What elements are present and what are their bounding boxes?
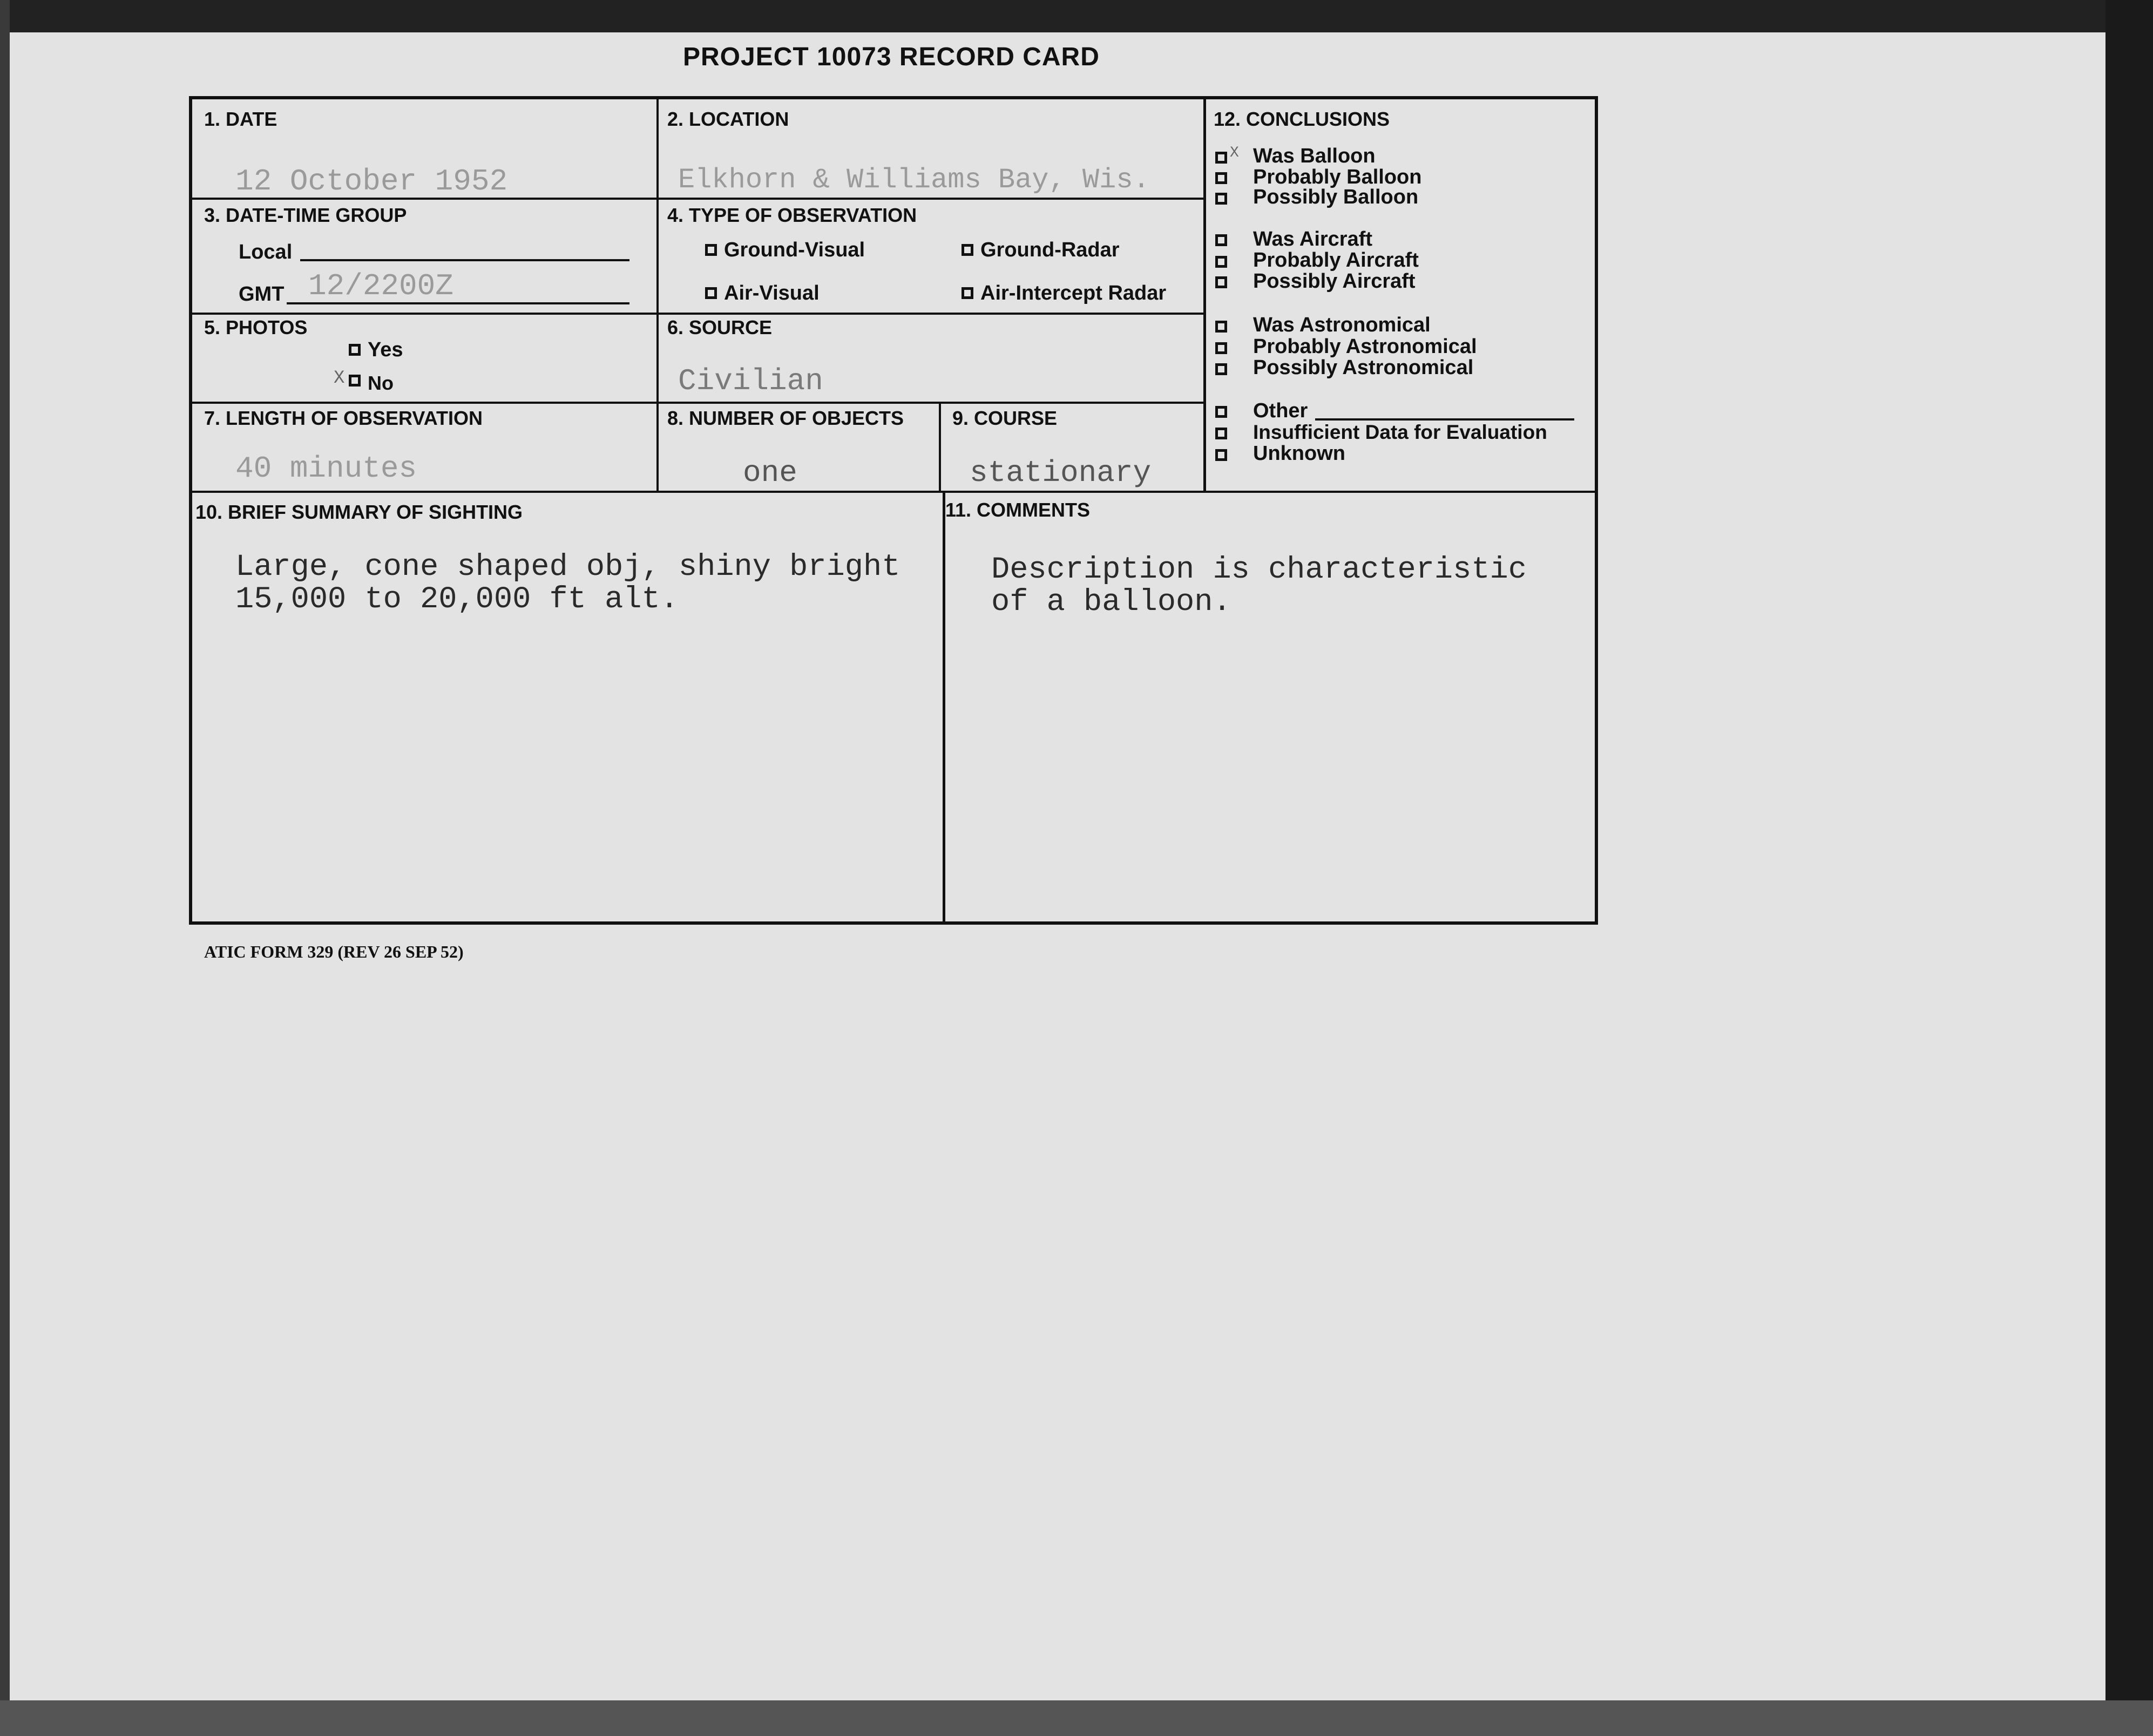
conclusion-other: Other <box>1253 399 1308 422</box>
scan-frame-top <box>0 0 2153 32</box>
conclusion-insufficient-data: Insufficient Data for Evaluation <box>1253 421 1547 443</box>
other-checkbox[interactable] <box>1215 406 1227 418</box>
ground-visual-checkbox[interactable] <box>705 244 717 256</box>
location-label: 2. LOCATION <box>667 108 789 130</box>
row-divider-4 <box>192 491 1596 493</box>
possibly-astronomical-checkbox[interactable] <box>1215 363 1227 375</box>
row-divider-3 <box>192 402 1204 404</box>
number-of-objects-label: 8. NUMBER OF OBJECTS <box>667 407 904 429</box>
unknown-checkbox[interactable] <box>1215 449 1227 461</box>
scan-frame-right <box>2105 0 2153 1736</box>
possibly-aircraft-checkbox[interactable] <box>1215 276 1227 288</box>
date-value: 12 October 1952 <box>235 164 508 199</box>
scan-frame-left <box>0 0 10 1736</box>
location-value: Elkhorn & Williams Bay, Wis. <box>678 164 1150 196</box>
photos-yes-label: Yes <box>368 338 403 361</box>
col-divider-b <box>939 402 941 491</box>
was-aircraft-checkbox[interactable] <box>1215 234 1227 246</box>
comments-label: 11. COMMENTS <box>945 499 1091 521</box>
comments-line-2: of a balloon. <box>991 585 1231 620</box>
col-divider-d <box>943 491 945 923</box>
conclusion-possibly-balloon: Possibly Balloon <box>1253 186 1419 208</box>
source-value: Civilian <box>678 364 823 398</box>
conclusion-probably-astronomical: Probably Astronomical <box>1253 335 1477 358</box>
row-divider-2 <box>192 313 1204 315</box>
brief-summary-label: 10. BRIEF SUMMARY OF SIGHTING <box>195 501 523 523</box>
source-label: 6. SOURCE <box>667 316 773 338</box>
air-intercept-radar-label: Air-Intercept Radar <box>980 282 1167 304</box>
course-value: stationary <box>970 456 1152 490</box>
gmt-value: 12/2200Z <box>308 269 453 303</box>
air-intercept-radar-checkbox[interactable] <box>962 287 973 299</box>
insufficient-data-checkbox[interactable] <box>1215 428 1227 439</box>
was-balloon-checkbox[interactable] <box>1215 152 1227 164</box>
conclusion-was-balloon: Was Balloon <box>1253 145 1376 167</box>
conclusion-possibly-astronomical: Possibly Astronomical <box>1253 356 1474 379</box>
page-title: PROJECT 10073 RECORD CARD <box>683 43 1100 71</box>
form-footer: ATIC FORM 329 (REV 26 SEP 52) <box>204 942 464 961</box>
local-underline <box>300 259 629 261</box>
length-of-observation-label: 7. LENGTH OF OBSERVATION <box>204 407 483 429</box>
conclusion-unknown: Unknown <box>1253 442 1345 465</box>
probably-balloon-checkbox[interactable] <box>1215 172 1227 184</box>
photos-no-checkbox[interactable] <box>349 375 361 386</box>
was-astronomical-checkbox[interactable] <box>1215 321 1227 333</box>
type-of-observation-label: 4. TYPE OF OBSERVATION <box>667 204 917 226</box>
probably-astronomical-checkbox[interactable] <box>1215 342 1227 354</box>
col-divider-c <box>1203 99 1206 491</box>
gmt-label: GMT <box>239 283 285 306</box>
conclusion-probably-balloon: Probably Balloon <box>1253 166 1422 188</box>
brief-summary-line-2: 15,000 to 20,000 ft alt. <box>235 582 679 617</box>
ground-visual-label: Ground-Visual <box>724 239 865 261</box>
date-label: 1. DATE <box>204 108 277 130</box>
record-card <box>189 96 1598 925</box>
ground-radar-label: Ground-Radar <box>980 239 1120 261</box>
ground-radar-checkbox[interactable] <box>962 244 973 256</box>
number-of-objects-value: one <box>743 456 797 490</box>
date-time-group-label: 3. DATE-TIME GROUP <box>204 204 407 226</box>
conclusion-possibly-aircraft: Possibly Aircraft <box>1253 270 1416 293</box>
col-divider-a <box>656 99 659 491</box>
probably-aircraft-checkbox[interactable] <box>1215 256 1227 268</box>
photos-no-label: No <box>368 372 394 394</box>
course-label: 9. COURSE <box>952 407 1058 429</box>
possibly-balloon-checkbox[interactable] <box>1215 193 1227 205</box>
was-balloon-mark: X <box>1230 145 1239 161</box>
length-of-observation-value: 40 minutes <box>235 451 417 486</box>
photos-label: 5. PHOTOS <box>204 316 308 338</box>
brief-summary-line-1: Large, cone shaped obj, shiny bright <box>235 550 901 585</box>
air-visual-checkbox[interactable] <box>705 287 717 299</box>
photos-yes-checkbox[interactable] <box>349 344 361 356</box>
local-label: Local <box>239 241 293 263</box>
conclusion-probably-aircraft: Probably Aircraft <box>1253 249 1419 272</box>
photos-no-mark: X <box>334 368 345 389</box>
air-visual-label: Air-Visual <box>724 282 820 304</box>
conclusion-was-aircraft: Was Aircraft <box>1253 228 1373 250</box>
conclusions-label: 12. CONCLUSIONS <box>1214 108 1390 130</box>
scan-frame-bottom <box>0 1700 2153 1736</box>
comments-line-1: Description is characteristic <box>991 553 1527 587</box>
other-underline <box>1315 418 1574 421</box>
conclusion-was-astronomical: Was Astronomical <box>1253 314 1431 336</box>
